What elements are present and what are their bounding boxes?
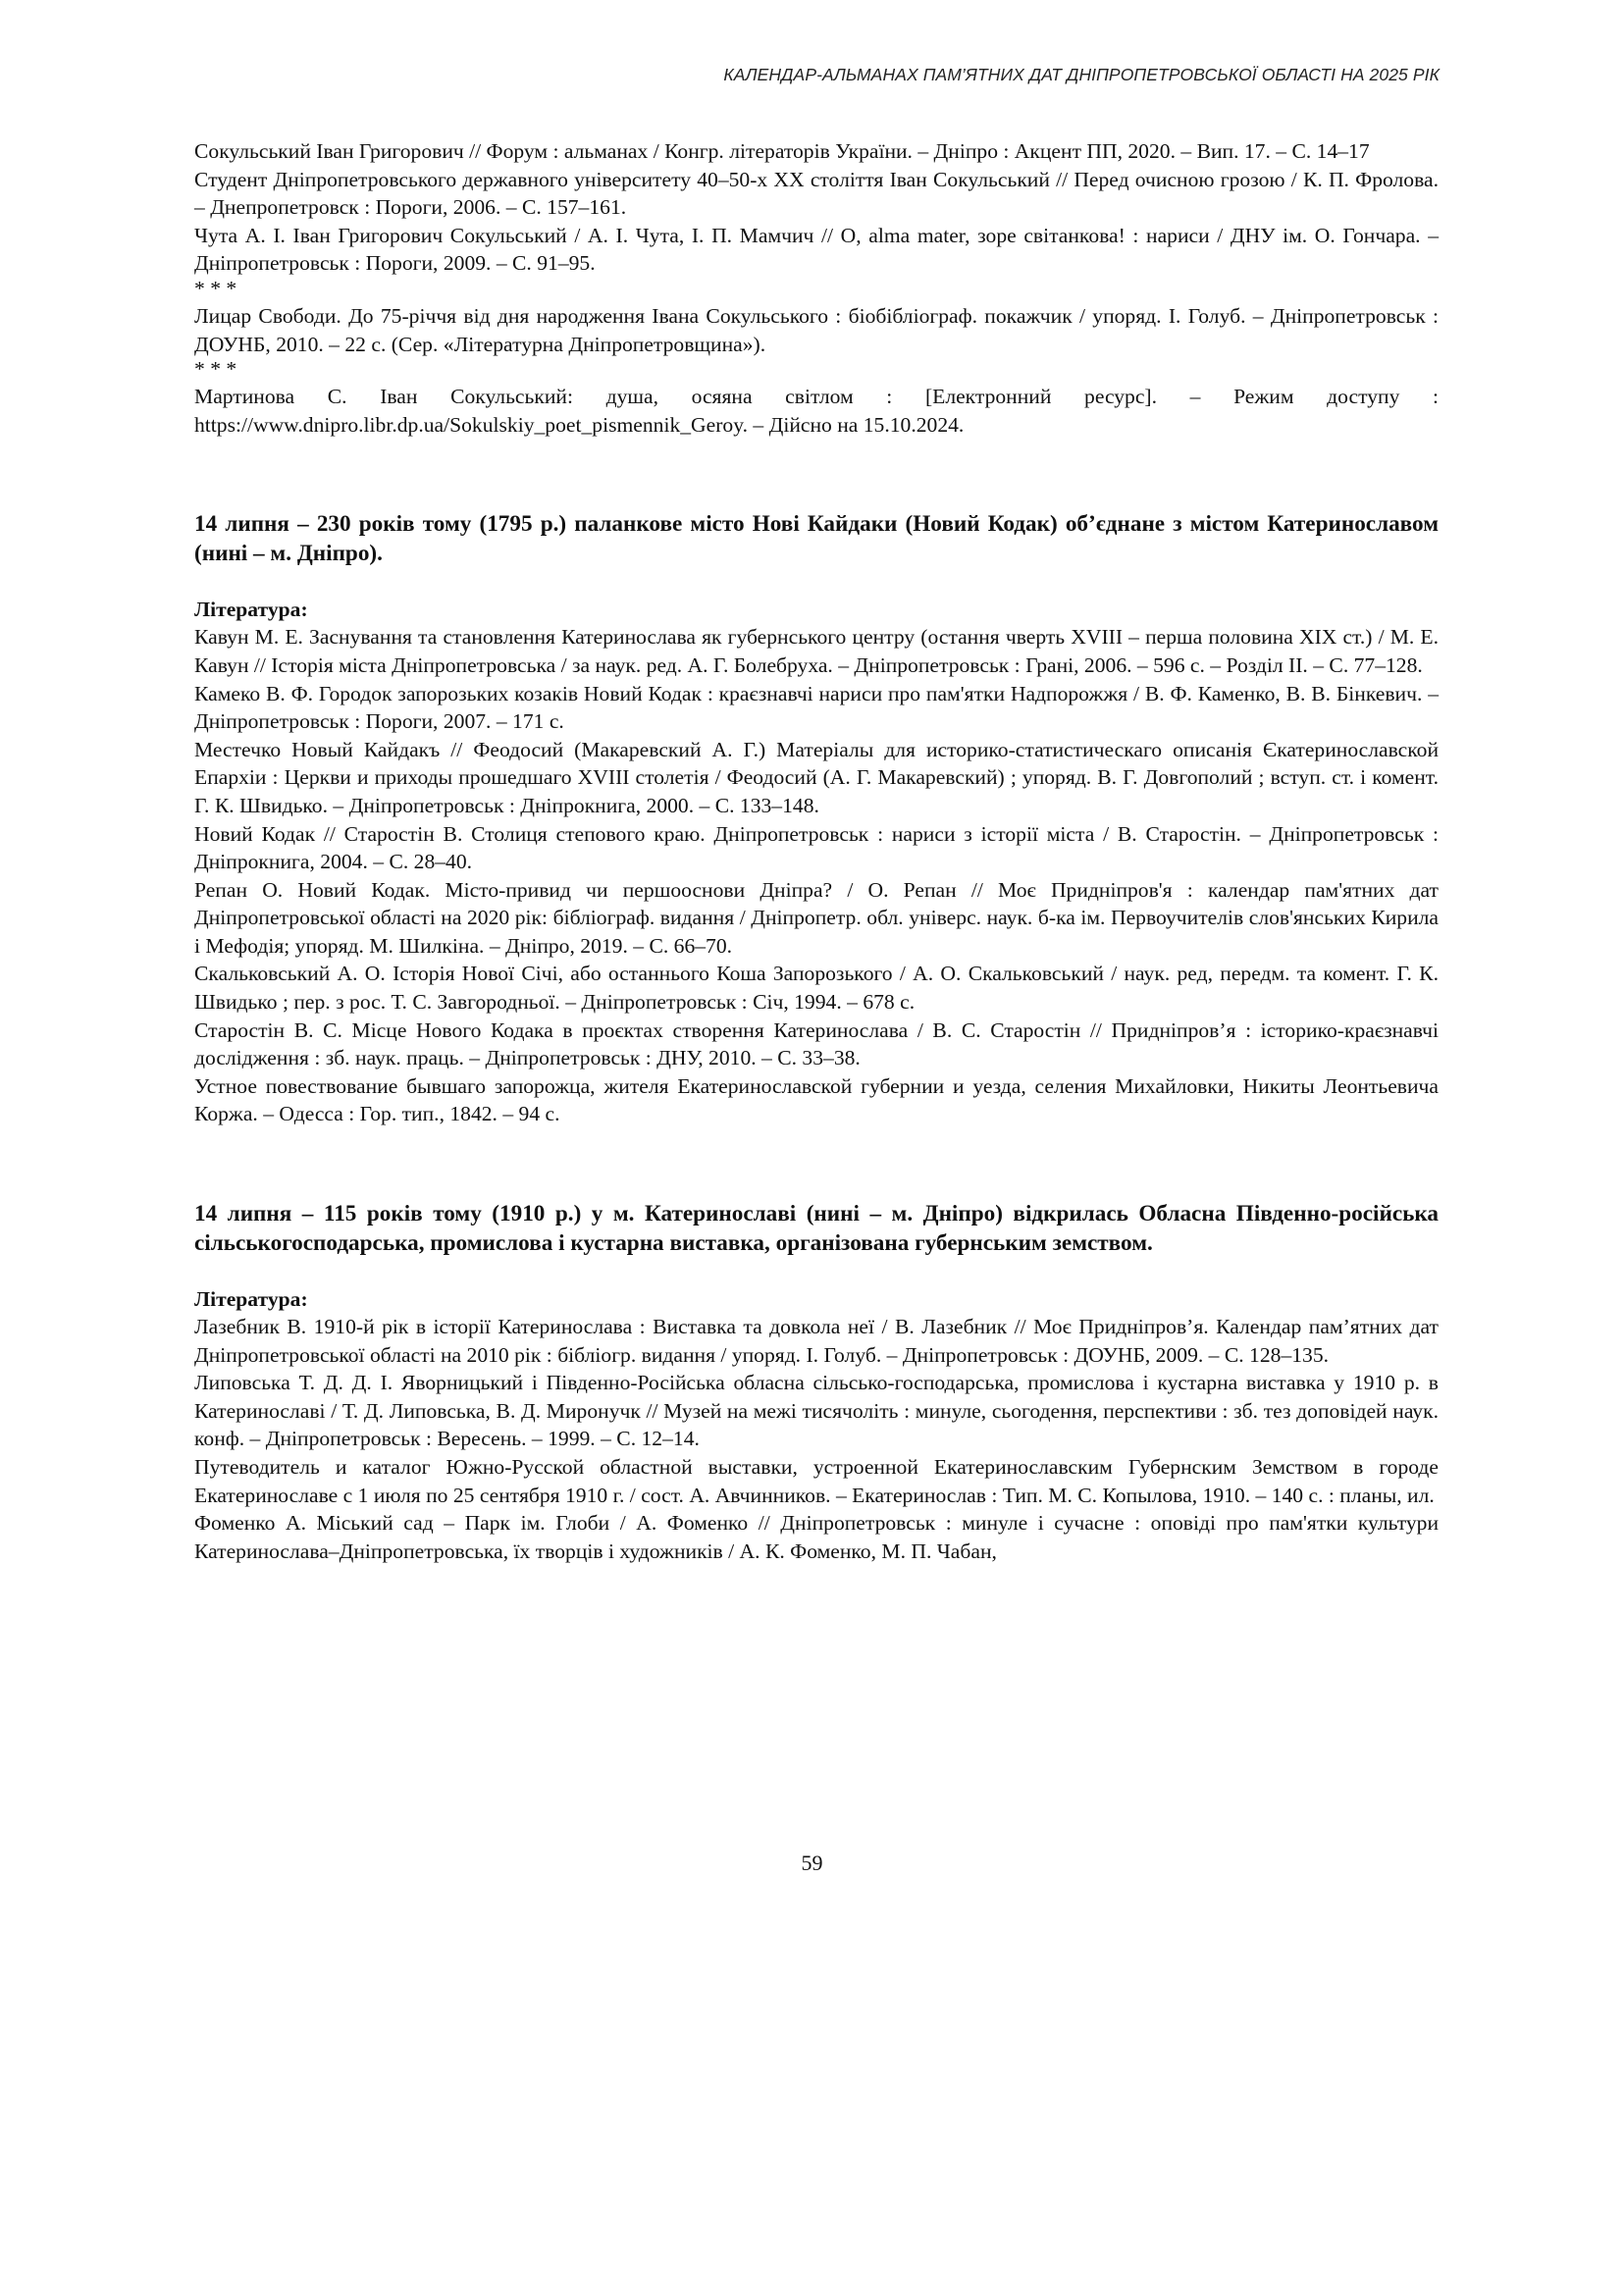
top-bibliography-block [194,137,1439,439]
bibliography-entry: Лазебник В. 1910-й рік в історії Катеринослава : Виставка та довкола неї / В. Лазебник // Моє Придніпров’я. Календар пам’ятних дат Дніпропетровської області на 2010 рік : бібліогр. видання / упоряд. І. Голуб. – Дніпропетровськ : ДОУНБ, 2009. – С. 128–135. [194,1315,1439,1367]
separator-stars: * * * [194,276,237,300]
bibliography-entry: Устное повествование бывшаго запорожца, жителя Екатеринославской губернии и уезда, селения Михайловки, Никиты Леонтьевича Коржа. – Одесса : Гор. тип., 1842. – 94 с. [194,1073,1439,1126]
bibliography-entry: Местечко Новый Кайдакъ // Феодосий (Макаревский А. Г.) Матеріалы для историко-статистическаго описанія Єкатеринославской Епархіи : Церкви и приходы прошедшаго XVIII столетія / Феодосий (А. Г. Макаревский) ; упоряд. В. Г. Довгополий ; вступ. ст. і комент. Г. К. Швидько. – Дніпропетровськ : Дніпрокнига, 2000. – С. 133–148. [194,737,1439,817]
bibliography-entry: Новий Кодак // Старостін В. Столиця степового краю. Дніпропетровськ : нариси з історії міста / В. Старостін. – Дніпропетровськ : Дніпрокнига, 2004. – С. 28–40. [194,821,1439,874]
bibliography-entry: Липовська Т. Д. Д. І. Яворницький і Південно-Російська обласна сільсько-господарська, промислова і кустарна виставка у 1910 р. в Катеринославі / Т. Д. Липовська, В. Д. Миронучк // Музей на межі тисячоліть : минуле, сьогодення, перспективи : зб. тез доповідей наук. конф. – Дніпропетровськ : Вересень. – 1999. – С. 12–14. [194,1371,1439,1451]
section-nove-kaidaky [194,509,1439,1128]
bibliography-entry: Путеводитель и каталог Южно-Русской областной выставки, устроенной Екатеринославским Губернским Земством в городе Екатеринославе с 1 июля по 25 сентября 1910 г. / сост. А. Авчинников. – Екатеринослав : Тип. М. С. Копылова, 1910. – 140 с. : планы, ил. [194,1455,1439,1507]
bibliography-entry: Сокульський Іван Григорович // Форум : альманах / Конгр. літераторів України. – Дніпро : Акцент ПП, 2020. – Вип. 17. – С. 14–17 [194,139,1370,163]
bibliography-entry: Фоменко А. Міський сад – Парк ім. Глоби / А. Фоменко // Дніпропетровськ : минуле і сучасне : оповіді про пам'ятки культури Катеринослава–Дніпропетровська, їх творців і художників / А. К. Фоменко, М. П. Чабан, [194,1511,1439,1563]
bibliography-entry: Студент Дніпропетровського державного університету 40–50-х XX століття Іван Сокульський // Перед очисною грозою / К. П. Фролова. – Днепропетровск : Пороги, 2006. – С. 157–161. [194,167,1439,220]
bibliography-entry: Репан О. Новий Кодак. Місто-привид чи першооснови Дніпра? / О. Репан // Моє Придніпров'я : календар пам'ятних дат Дніпропетровської області на 2020 рік: бібліограф. видання / Дніпропетр. обл. універс. наук. б-ка ім. Первоучителів слов'янських Кирила і Мефодія; упоряд. М. Шилкіна. – Дніпро, 2019. – С. 66–70. [194,877,1439,958]
bibliography-entry: Чута А. І. Іван Григорович Сокульський / А. І. Чута, І. П. Мамчич // О, alma mater, зоре світанкова! : нариси / ДНУ ім. О. Гончара. – Дніпропетровськ : Пороги, 2009. – С. 91–95. [194,223,1439,276]
bibliography-entry-with-url[interactable]: Мартинова С. Іван Сокульський: душа, осяяна світлом : [Електронний ресурс]. – Режим доступу : https://www.dnipro.libr.dp.ua/Sokulskiy_poet_pismennik_Geroy. – Дійсно на 15.10.2024. [194,385,1439,437]
bibliography-entry: Старостін В. С. Місце Нового Кодака в проєктах створення Катеринослава / В. С. Старостін // Придніпров’я : історико-краєзнавчі дослідження : зб. наук. праць. – Дніпропетровськ : ДНУ, 2010. – С. 33–38. [194,1017,1439,1070]
bibliography-entry: Камеко В. Ф. Городок запорозьких козаків Новий Кодак : краєзнавчі нариси про пам'ятки Надпорожжя / В. Ф. Каменко, В. В. Бінкевич. – Дніпропетровськ : Пороги, 2007. – 171 с. [194,681,1439,734]
bibliography-entry: Кавун М. Е. Заснування та становлення Катеринослава як губернського центру (остання чверть XVIII – перша половина XIX ст.) / М. Е. Кавун // Історія міста Дніпропетровська / за наук. ред. А. Г. Болебруха. – Дніпропетровськ : Грані, 2006. – 596 с. – Розділ ІІ. – С. 77–128. [194,625,1439,677]
page-number: 59 [801,1851,823,1875]
separator-stars: * * * [194,357,237,382]
bibliography-entry: Лицар Свободи. До 75-річчя від дня народження Івана Сокульського : біобібліограф. покажчик / упоряд. І. Голуб. – Дніпропетровськ : ДОУНБ, 2010. – 22 с. (Сер. «Літературна Дніпропетровщина»). [194,303,1439,356]
literature-label: Література: [194,598,308,622]
section-title: 14 липня – 230 років тому (1795 р.) паланкове місто Нові Кайдаки (Новий Кодак) об’єднане з містом Катеринославом (нині – м. Дніпро). [194,511,1439,567]
section-exhibition-1910 [194,1199,1439,1565]
page-content [194,137,1439,1565]
bibliography-entry: Скальковський А. О. Історія Нової Січі, або останнього Коша Запорозького / А. О. Скальковський / наук. ред, передм. та комент. Г. К. Швидько ; пер. з рос. Т. С. Завгородньої. – Дніпропетровськ : Січ, 1994. – 678 с. [194,962,1439,1015]
section-title: 14 липня – 115 років тому (1910 р.) у м. Катеринославі (нині – м. Дніпро) відкрилась Обласна Південно-російська сільськогосподарська, промислова і кустарна виставка, організована губернським земством. [194,1201,1439,1257]
running-header: КАЛЕНДАР-АЛЬМАНАХ ПАМ’ЯТНИХ ДАТ ДНІПРОПЕТРОВСЬКОЇ ОБЛАСТІ НА 2025 РІК [723,65,1440,84]
literature-label: Література: [194,1287,308,1312]
